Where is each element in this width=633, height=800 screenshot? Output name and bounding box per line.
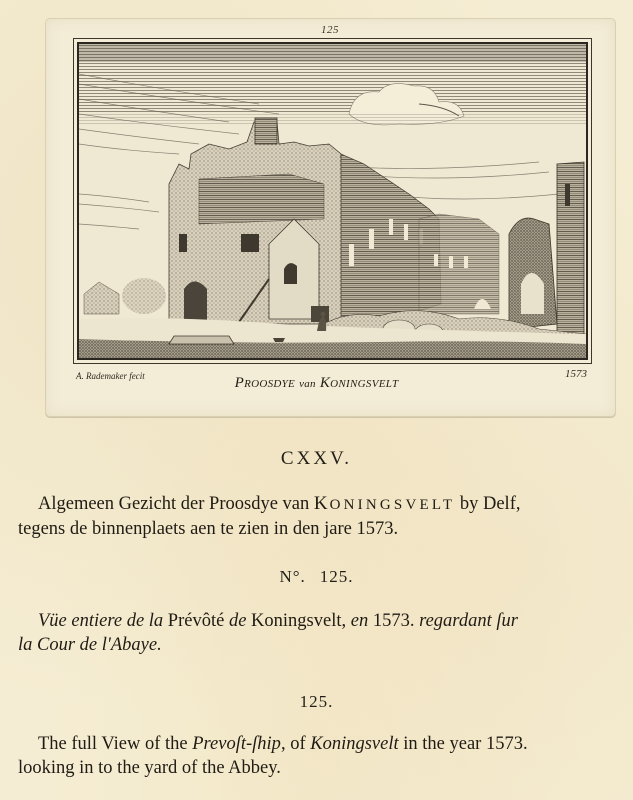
koningsvelt-rest: ONINGSVELT [329, 497, 456, 513]
dutch-description [18, 492, 624, 541]
koningsvelt-initial: K [313, 493, 330, 514]
number-label: N°. [279, 567, 306, 586]
english-line-2: looking in to the yard of the Abbey. [18, 758, 281, 778]
dutch-text-end: by Delf, [455, 494, 521, 514]
french-description [18, 609, 624, 657]
number-value: 125. [319, 567, 354, 586]
english-roman-3: in the year 1573. [398, 734, 528, 754]
plate-title-part2: Koningsvelt [319, 375, 399, 391]
french-line-1 [18, 609, 624, 633]
french-line-2: la Cour de l'Abaye. [18, 635, 162, 655]
english-italic-1: Prevoſt-ſhip [192, 734, 281, 754]
dutch-line-1 [18, 492, 624, 517]
plate-title-van: van [299, 378, 316, 390]
french-roman-1: Prévôté [163, 611, 229, 631]
english-roman-1: The full View of the [38, 734, 193, 754]
french-roman-2: Koningsvelt, [246, 611, 351, 631]
plate-year: 1573 [565, 368, 587, 380]
number-heading [0, 567, 633, 587]
koningsvelt-spaced [313, 493, 456, 514]
artist-credit: A. Rademaker fecit [76, 371, 145, 381]
dutch-text: Algemeen Gezicht der Proosdye van [38, 494, 314, 514]
french-italic-3: en [350, 611, 369, 631]
english-description [18, 732, 624, 780]
french-roman-3: 1573. [368, 611, 420, 631]
french-italic-4: regardant ſur [419, 611, 518, 631]
english-roman-2: , of [280, 734, 311, 754]
plate-page-number: 125 [321, 24, 339, 36]
french-italic-2: de [228, 611, 247, 631]
ruins-engraving-illustration [79, 44, 586, 358]
chapter-roman-numeral: CXXV. [280, 448, 353, 469]
plate-title [0, 375, 633, 392]
english-line-1 [18, 732, 624, 756]
english-italic-2: Koningsvelt [310, 734, 399, 754]
plate-title-part1: Proosdye [234, 375, 296, 391]
dutch-line-2: tegens de binnenplaets aen te zien in den jare 1573. [18, 519, 399, 539]
english-number-heading: 125. [299, 692, 334, 711]
engraving-image [77, 42, 588, 360]
french-italic-1: Vüe entiere de la [38, 611, 164, 631]
